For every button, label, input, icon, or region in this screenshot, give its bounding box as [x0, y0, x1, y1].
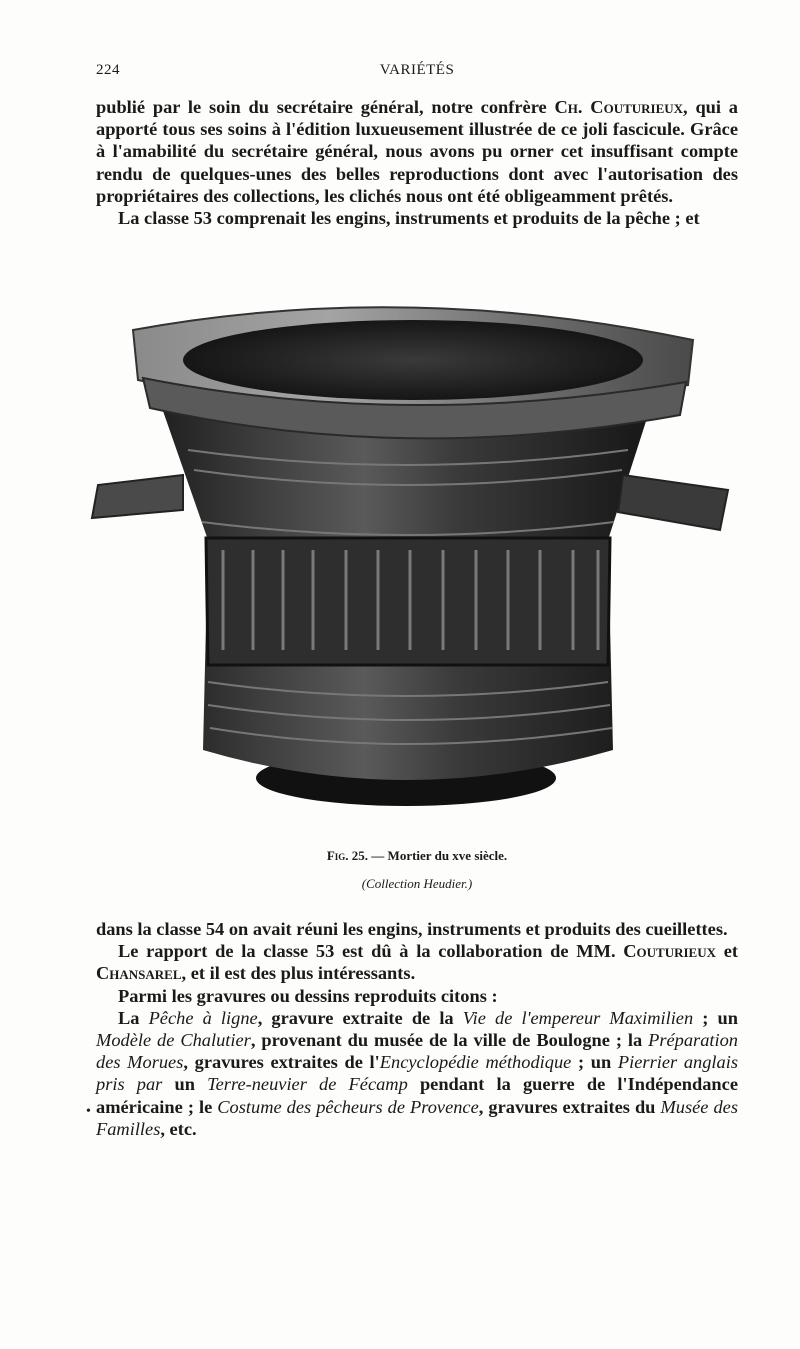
body-text-top	[96, 96, 738, 229]
author-name: Ch. Couturieux	[554, 97, 684, 117]
figure-caption: Fig. 25. — Mortier du xve siècle.	[326, 848, 508, 863]
figure-source: (Collection Heudier.)	[361, 876, 473, 891]
mortar-illustration	[88, 290, 738, 830]
margin-bullet: •	[86, 1104, 91, 1119]
paragraph-1: publié par le soin du secrétaire général, notre confrère Ch. Couturieux, qui a apporté tous ses soins à l'édition luxueusement illustrée de ce joli fascicule. Grâce à l'amabilité du secrétaire général, nous avons pu orner cet insuffisant compte rendu de quelques-unes des belles reproductions dont avec l'autorisation des propriétaires des collections, les clichés nous ont été obligeamment prêtés.	[96, 97, 738, 206]
paragraph-6: La Pêche à ligne, gravure extraite de la Vie de l'empereur Maximilien ; un Modèle de Chalutier, provenant du musée de la ville de Boulogne ; la Préparation des Morues, gravures extraites de l'Encyclopédie méthodique ; un Pierrier anglais pris par un Terre-neuvier de Fécamp pendant la guerre de l'Indépendance américaine ; le Costume des pêcheurs de Provence, gravures extraites du Musée des Familles, etc.	[96, 1007, 738, 1139]
paragraph-5: Parmi les gravures ou dessins reproduits citons :	[118, 985, 498, 1006]
paragraph-3: dans la classe 54 on avait réuni les engins, instruments et produits des cueillettes.	[96, 919, 728, 939]
body-text-bottom	[96, 918, 738, 1140]
paragraph-2: La classe 53 comprenait les engins, instruments et produits de la pêche ; et	[118, 208, 700, 229]
paragraph-4: Le rapport de la classe 53 est dû à la collaboration de MM. Couturieux et Chansarel, et il est des plus intéressants.	[96, 941, 738, 984]
page-number: 224	[96, 62, 120, 78]
running-header	[96, 62, 738, 86]
running-title: VARIÉTÉS	[379, 62, 455, 78]
